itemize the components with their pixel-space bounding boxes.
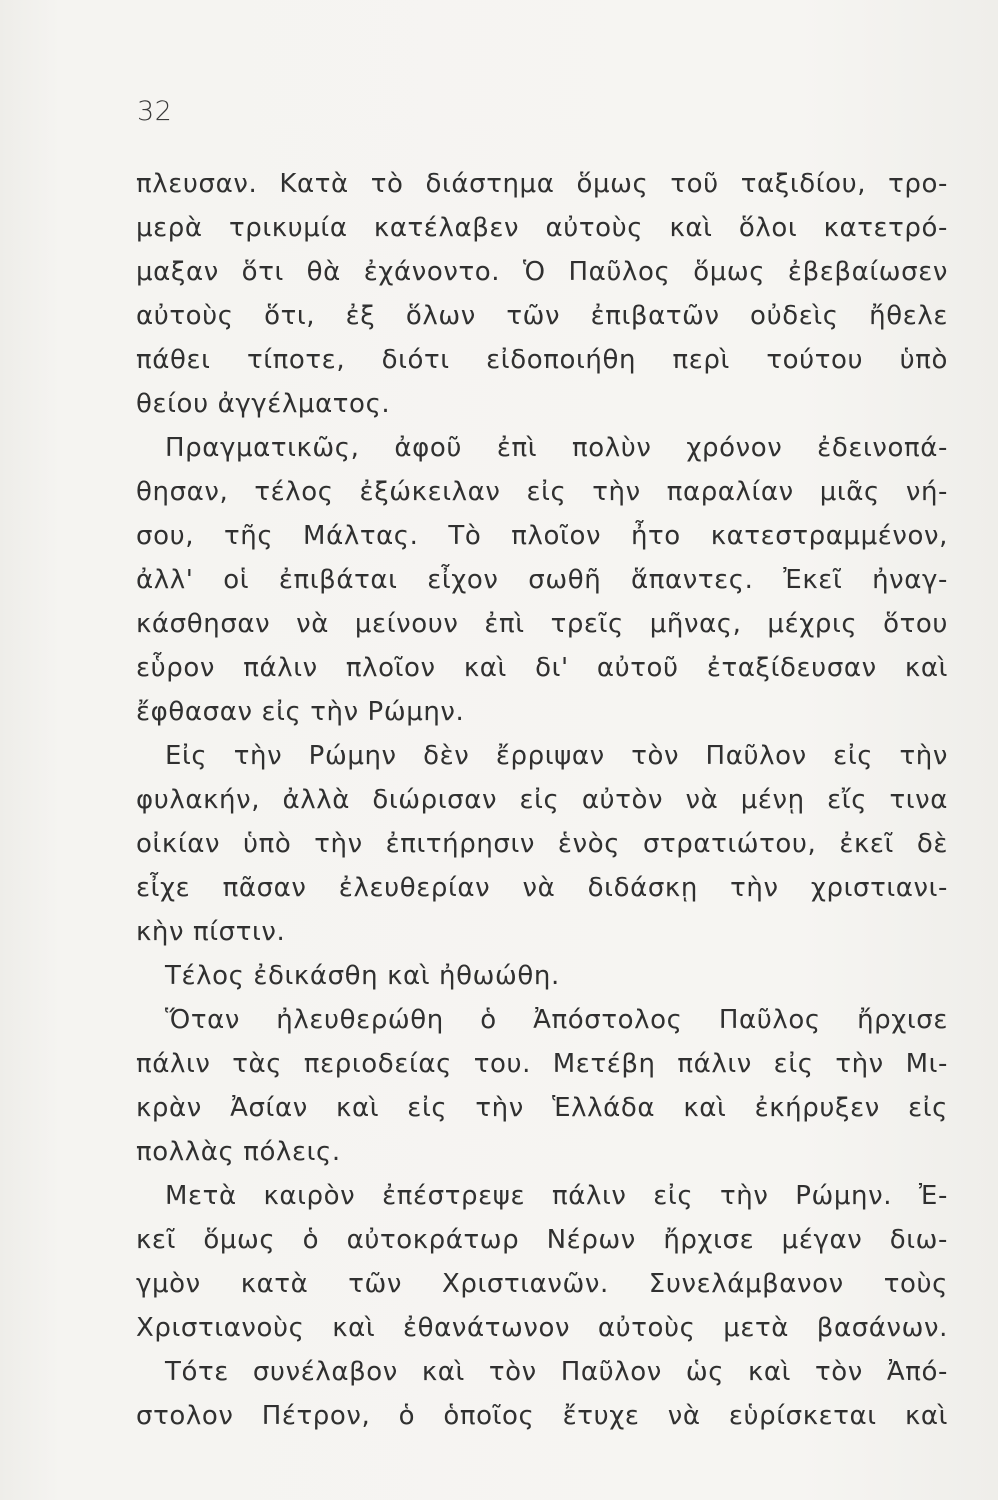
text-line: στολον Πέτρον, ὁ ὁποῖος ἔτυχε νὰ εὑρίσκεται καὶ (136, 1401, 948, 1431)
text-line: θείου ἀγγέλματος. (136, 389, 391, 419)
text-line: Τότε συνέλαβον καὶ τὸν Παῦλον ὡς καὶ τὸν Ἀπό- (165, 1357, 948, 1387)
page-number: 32 (137, 96, 173, 127)
text-line: πάλιν τὰς περιοδείας του. Μετέβη πάλιν εἰς τὴν Μι- (136, 1049, 948, 1079)
text-line: Τέλος ἐδικάσθη καὶ ἠθωώθη. (165, 961, 560, 991)
text-line: πάθει τίποτε, διότι εἰδοποιήθη περὶ τούτου ὑπὸ (136, 345, 948, 375)
text-line: Πραγματικῶς, ἀφοῦ ἐπὶ πολὺν χρόνον ἐδεινοπά- (165, 433, 948, 463)
text-line: ἔφθασαν εἰς τὴν Ρώμην. (136, 697, 465, 727)
text-line: εἶχε πᾶσαν ἐλευθερίαν νὰ διδάσκῃ τὴν χριστιανι- (136, 873, 948, 903)
text-line: εὗρον πάλιν πλοῖον καὶ δι' αὐτοῦ ἐταξίδευσαν καὶ (136, 653, 948, 683)
text-line: πλευσαν. Κατὰ τὸ διάστημα ὅμως τοῦ ταξιδίου, τρο- (136, 169, 948, 199)
text-line: κὴν πίστιν. (136, 917, 286, 947)
text-line: κεῖ ὅμως ὁ αὐτοκράτωρ Νέρων ἤρχισε μέγαν διω- (136, 1225, 948, 1255)
text-line: θησαν, τέλος ἐξώκειλαν εἰς τὴν παραλίαν μιᾶς νή- (136, 477, 948, 507)
text-line: Χριστιανοὺς καὶ ἐθανάτωνον αὐτοὺς μετὰ βασάνων. (136, 1313, 948, 1343)
text-line: οἰκίαν ὑπὸ τὴν ἐπιτήρησιν ἑνὸς στρατιώτου, ἐκεῖ δὲ (136, 829, 948, 859)
text-line: σου, τῆς Μάλτας. Τὸ πλοῖον ἦτο κατεστραμμένον, (136, 521, 948, 551)
text-line: φυλακήν, ἀλλὰ διώρισαν εἰς αὐτὸν νὰ μένῃ εἴς τινα (136, 785, 948, 815)
text-line: Εἰς τὴν Ρώμην δὲν ἔρριψαν τὸν Παῦλον εἰς τὴν (165, 741, 948, 771)
text-line: μαξαν ὅτι θὰ ἐχάνοντο. Ὁ Παῦλος ὅμως ἐβεβαίωσεν (136, 257, 948, 287)
text-line: Ὅταν ἠλευθερώθη ὁ Ἀπόστολος Παῦλος ἤρχισε (165, 1005, 948, 1035)
text-line: γμὸν κατὰ τῶν Χριστιανῶν. Συνελάμβανον τοὺς (136, 1269, 948, 1299)
text-line: αὐτοὺς ὅτι, ἐξ ὅλων τῶν ἐπιβατῶν οὐδεὶς ἤθελε (136, 301, 948, 331)
text-line: μερὰ τρικυμία κατέλαβεν αὐτοὺς καὶ ὅλοι κατετρό- (136, 213, 948, 243)
text-line: ἀλλ' οἱ ἐπιβάται εἶχον σωθῆ ἅπαντες. Ἐκεῖ ἠναγ- (136, 565, 948, 595)
text-line: Μετὰ καιρὸν ἐπέστρεψε πάλιν εἰς τὴν Ρώμην. Ἐ- (165, 1181, 948, 1211)
text-line: κρὰν Ἀσίαν καὶ εἰς τὴν Ἑλλάδα καὶ ἐκήρυξεν εἰς (136, 1093, 948, 1123)
text-line: κάσθησαν νὰ μείνουν ἐπὶ τρεῖς μῆνας, μέχρις ὅτου (136, 609, 948, 639)
text-line: πολλὰς πόλεις. (136, 1137, 341, 1167)
